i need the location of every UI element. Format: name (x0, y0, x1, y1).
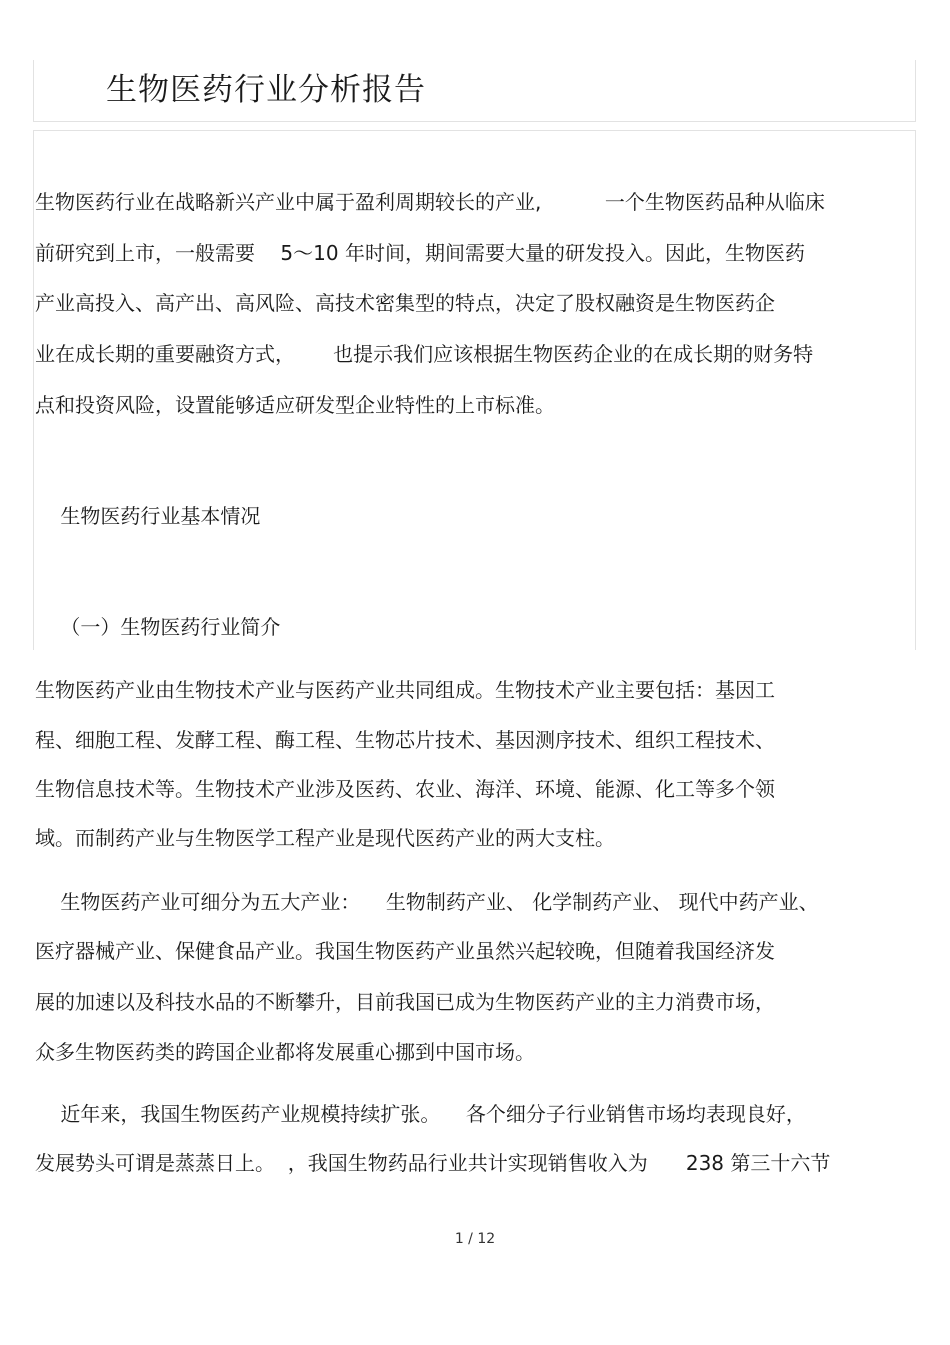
document-title: 生物医药行业分析报告 (106, 72, 426, 108)
paragraph-line: 众多生物医药类的跨国企业都将发展重心挪到中国市场。 (35, 1040, 535, 1064)
paragraph-line: 域。而制药产业与生物医学工程产业是现代医药产业的两大支柱。 (35, 826, 615, 850)
subsection-heading: （一）生物医药行业简介 (35, 615, 281, 639)
paragraph-line: 发展势头可谓是蒸蒸日上。 ，我国生物药品行业共计实现销售收入为 238 第三十六节 (35, 1151, 831, 1175)
paragraph-line: 生物信息技术等。生物技术产业涉及医药、农业、海洋、环境、能源、化工等多个领 (35, 777, 775, 801)
paragraph-line: 生物医药产业可细分为五大产业： 生物制药产业、 化学制药产业、 现代中药产业、 (35, 890, 819, 914)
paragraph-line: 生物医药产业由生物技术产业与医药产业共同组成。生物技术产业主要包括：基因工 (35, 678, 775, 702)
paragraph-line: 医疗器械产业、保健食品产业。我国生物医药产业虽然兴起较晚，但随着我国经济发 (35, 939, 775, 963)
page-number: 1 / 12 (454, 1231, 496, 1247)
intro-line: 点和投资风险，设置能够适应研发型企业特性的上市标准。 (35, 393, 555, 417)
section-heading: 生物医药行业基本情况 (35, 504, 261, 528)
intro-line: 业在成长期的重要融资方式， 也提示我们应该根据生物医药企业的在成长期的财务特 (35, 342, 814, 366)
paragraph-line: 程、细胞工程、发酵工程、酶工程、生物芯片技术、基因测序技术、组织工程技术、 (35, 728, 775, 752)
intro-line: 生物医药行业在战略新兴产业中属于盈利周期较长的产业, 一个生物医药品种从临床 (35, 190, 825, 214)
intro-line: 前研究到上市，一般需要 5～10 年时间，期间需要大量的研发投入。因此，生物医药 (35, 241, 805, 265)
title-box (33, 60, 916, 122)
paragraph-line: 展的加速以及科技水品的不断攀升，目前我国已成为生物医药产业的主力消费市场， (35, 990, 775, 1014)
paragraph-line: 近年来，我国生物医药产业规模持续扩张。 各个细分子行业销售市场均表现良好， (35, 1102, 806, 1126)
intro-line: 产业高投入、高产出、高风险、高技术密集型的特点，决定了股权融资是生物医药企 (35, 291, 775, 315)
